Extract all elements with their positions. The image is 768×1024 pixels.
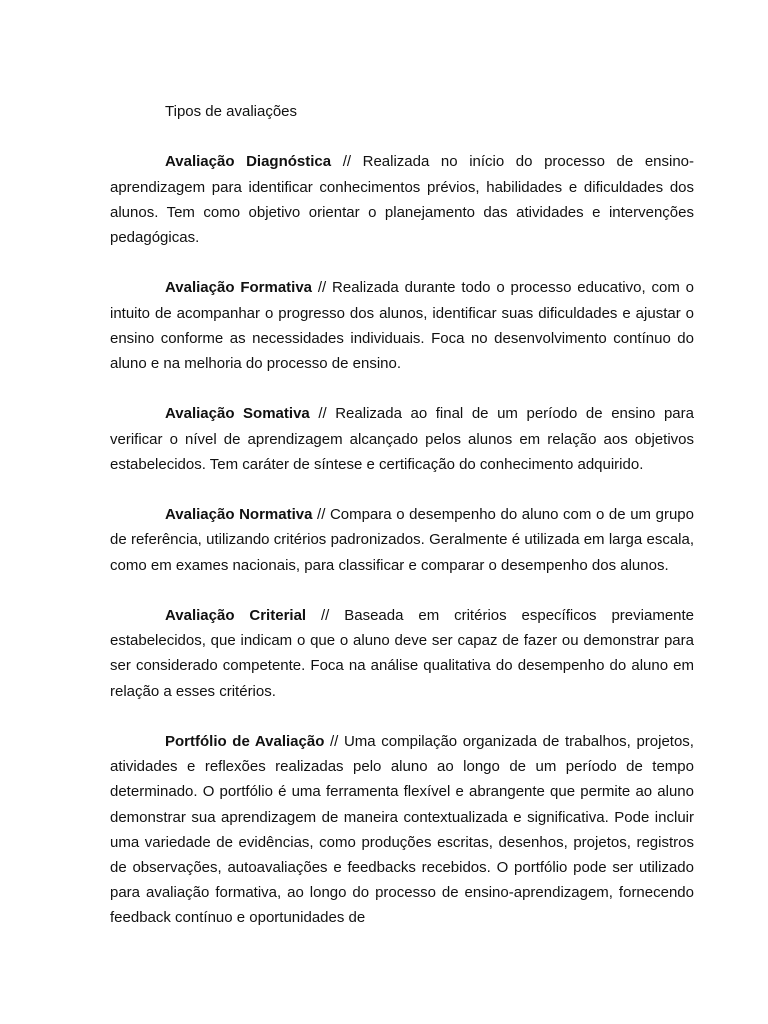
section-term: Avaliação Formativa	[165, 279, 313, 297]
section-text: // Realizada durante todo o processo educativo, com o intuito de acompanhar o progresso dos alunos, identificar suas dificuldades e ajustar o ensino conforme as necessidades individuais. Foca no desenvolvimento contínuo do aluno e na melhoria do processo de ensino.	[110, 279, 695, 372]
section-paragraph-normativa	[110, 502, 694, 578]
section-term: Portfólio de Avaliação	[165, 732, 325, 750]
document-body	[110, 99, 694, 956]
document-title: Tipos de avaliações	[165, 103, 298, 120]
section-paragraph-diagnostica	[110, 149, 694, 250]
section-term: Avaliação Somativa	[165, 405, 310, 423]
section-paragraph-criterial	[110, 603, 694, 704]
section-term: Avaliação Criterial	[165, 606, 307, 624]
section-text: // Compara o desempenho do aluno com o de um grupo de referência, utilizando critérios padronizados. Geralmente é utilizada em larga escala, como em exames nacionais, para classificar e comparar o desempenho dos alunos.	[110, 506, 694, 574]
section-paragraph-somativa	[110, 401, 694, 477]
section-text: // Realizada ao final de um período de ensino para verificar o nível de aprendizagem alcançado pelos alunos em relação aos objetivos estabelecidos. Tem caráter de síntese e certificação do conhecimento adquirido.	[110, 405, 694, 473]
section-term: Avaliação Normativa	[165, 506, 313, 524]
section-text: // Uma compilação organizada de trabalhos, projetos, atividades e reflexões realizadas pelo aluno ao longo de um período de tempo determinado. O portfólio é uma ferramenta flexível e abrangente que permite ao aluno demonstrar sua aprendizagem de maneira contextualizada e significativa. Pode incluir uma variedade de evidências, como produções escritas, desenhos, projetos, registros de observações, autoavaliações e feedbacks recebidos. O portfólio pode ser utilizado para avaliação formativa, ao longo do processo de ensino-aprendizagem, fornecendo feedback contínuo e oportunidades de	[110, 732, 694, 927]
section-paragraph-portfolio	[110, 729, 694, 931]
section-text: // Realizada no início do processo de ensino-aprendizagem para identificar conhecimentos prévios, habilidades e dificuldades dos alunos. Tem como objetivo orientar o planejamento das atividades e intervenções pedagógicas.	[110, 153, 695, 246]
section-text: // Baseada em critérios específicos previamente estabelecidos, que indicam o que o aluno deve ser capaz de fazer ou demonstrar para ser considerado competente. Foca na análise qualitativa do desempenho do aluno em relação a esses critérios.	[110, 606, 695, 700]
section-term: Avaliação Diagnóstica	[165, 153, 332, 171]
section-paragraph-formativa	[110, 275, 694, 376]
